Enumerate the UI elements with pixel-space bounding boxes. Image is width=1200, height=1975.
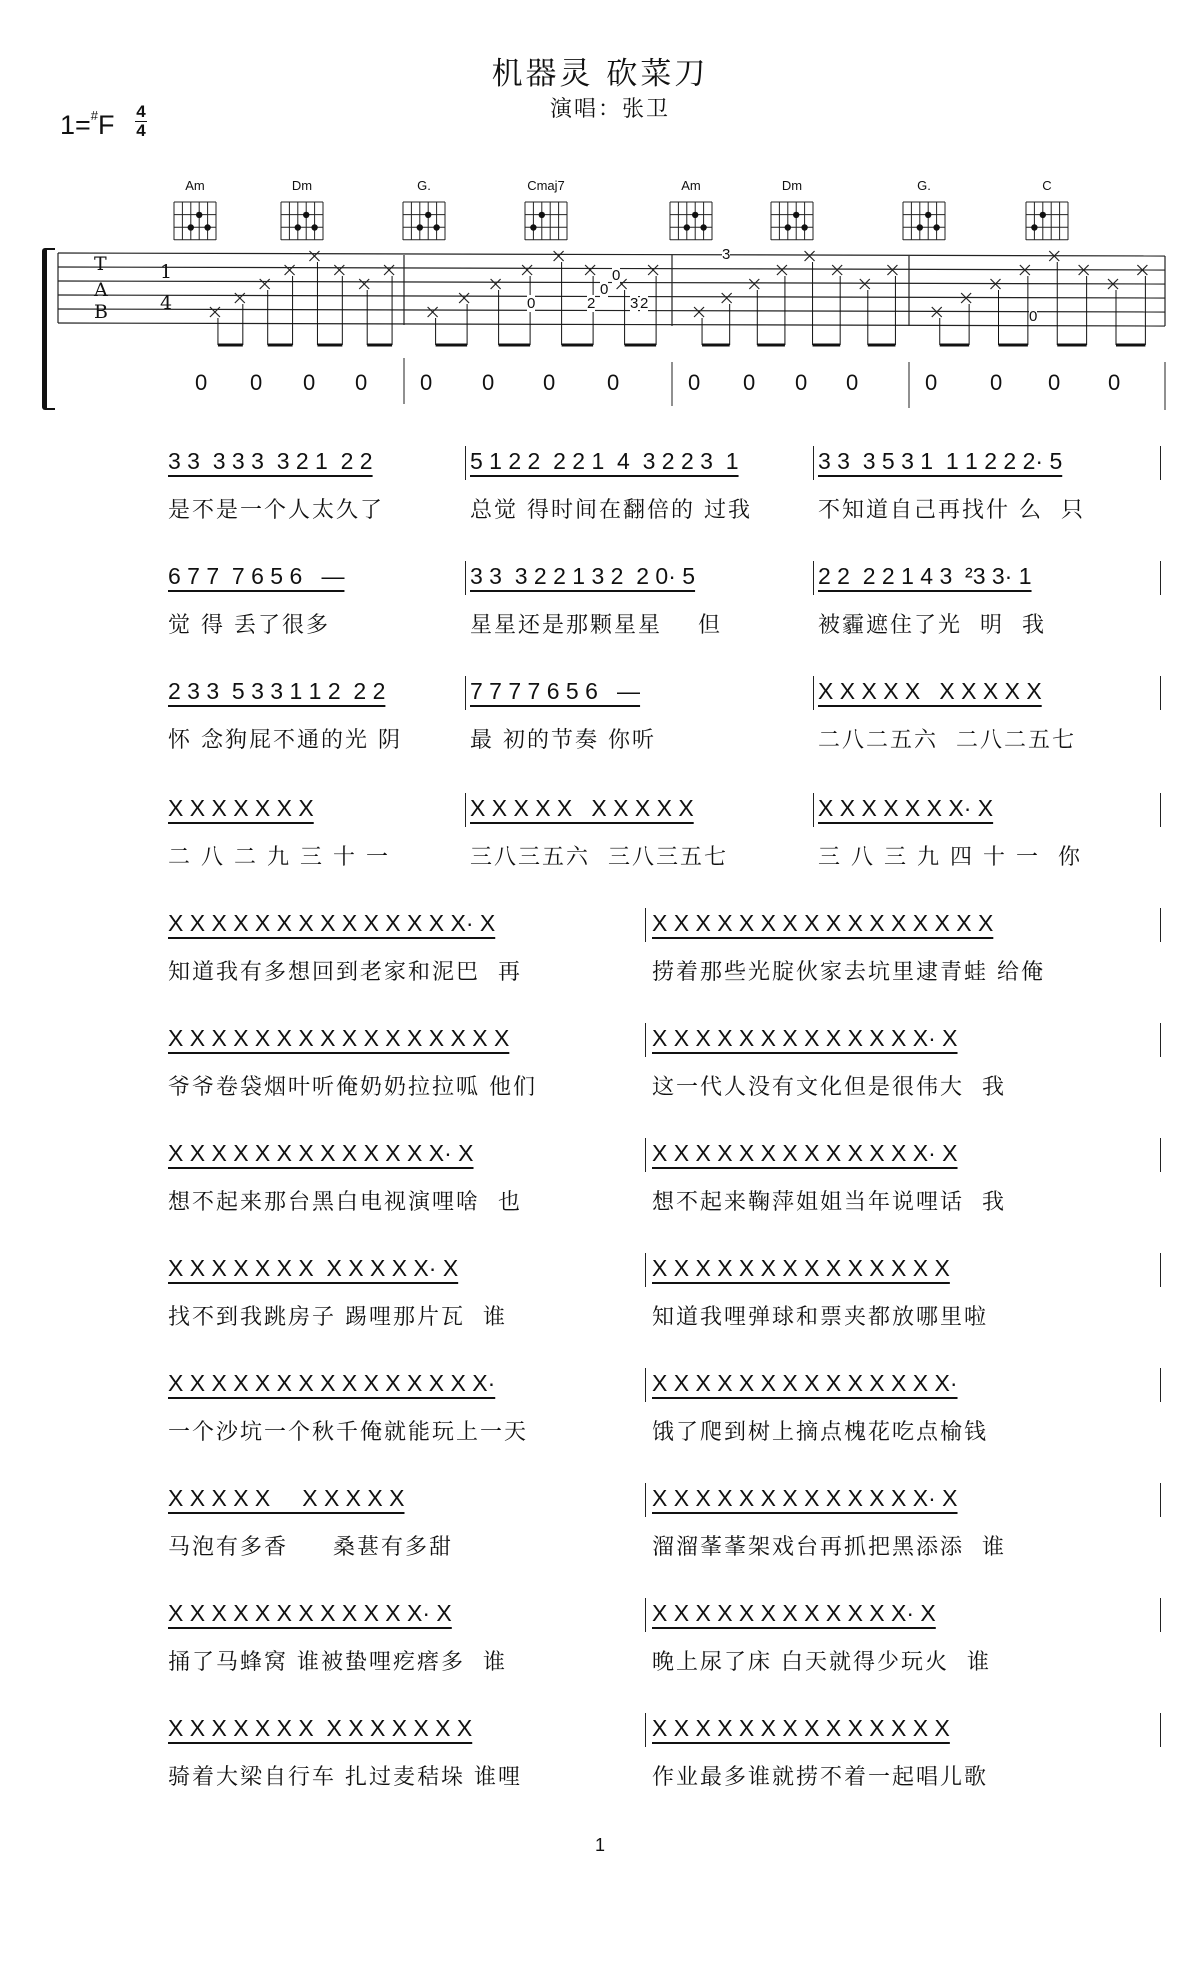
measure-notes: X X X X X X X X X X X X X X X X xyxy=(168,1025,510,1051)
barline xyxy=(645,1598,646,1632)
measure-notes: 3 3 3 5 3 1 1 1 2 2 2· 5 xyxy=(818,448,1063,474)
chord-name: G. xyxy=(917,178,931,193)
measure-notes: X X X X X X X X X X X X X X X X xyxy=(652,910,994,936)
measure-lyrics: 晚上尿了床 白天就得少玩火 谁 xyxy=(652,1650,991,1675)
barline xyxy=(645,1253,646,1287)
barline xyxy=(1160,1368,1161,1402)
tab-time-bottom: 4 xyxy=(160,292,173,314)
measure-notes: X X X X X X X X X X X X X X X· xyxy=(168,1370,496,1396)
measure-notes: 7 7 7 7 6 5 6 — xyxy=(470,678,641,704)
measure-notes: X X X X X X X X X X X X X X· X xyxy=(168,910,496,936)
chord-name: Dm xyxy=(291,178,313,193)
fret-number: 2 xyxy=(587,295,596,312)
chord-name: Cmaj7 xyxy=(527,178,565,193)
measure-notes: X X X X X X X X X X X X X· X xyxy=(652,1140,958,1166)
barline xyxy=(1160,908,1161,942)
measure-lyrics: 爷爷卷袋烟叶听俺奶奶拉拉呱 他们 xyxy=(168,1075,537,1100)
measure-notes: X X X X X X X X X X X X X· X xyxy=(652,1485,958,1511)
page-number: 1 xyxy=(594,1835,605,1855)
measure-notes: X X X X X X X X X X X X· X xyxy=(168,1600,452,1626)
chord-name: Dm xyxy=(781,178,803,193)
barline xyxy=(1160,793,1161,827)
time-signature-top: 4 xyxy=(136,102,146,121)
measure-lyrics: 饿了爬到树上摘点槐花吃点榆钱 xyxy=(652,1420,989,1445)
chord-name: Am xyxy=(681,178,701,193)
rhythm-zero: 0 xyxy=(607,370,620,395)
rhythm-zero: 0 xyxy=(1048,370,1061,395)
barline xyxy=(1160,1483,1161,1517)
barline xyxy=(645,1483,646,1517)
barline xyxy=(465,793,466,827)
time-signature-bottom: 4 xyxy=(136,121,146,140)
sharp-icon: # xyxy=(90,108,99,123)
measure-lyrics: 三八三五六 三八三五七 xyxy=(470,845,728,870)
measure-lyrics: 作业最多谁就捞不着一起唱儿歌 xyxy=(652,1765,989,1790)
measure-lyrics: 找不到我跳房子 踢哩那片瓦 谁 xyxy=(168,1305,507,1330)
rhythm-zero: 0 xyxy=(420,370,433,395)
barline xyxy=(465,446,466,480)
tab-label-a: A xyxy=(94,279,108,301)
measure-lyrics: 这一代人没有文化但是很伟大 我 xyxy=(652,1075,1006,1100)
rhythm-zero: 0 xyxy=(250,370,263,395)
measure-lyrics: 知道我有多想回到老家和泥巴 再 xyxy=(168,960,522,985)
measure-notes: X X X X X X X X X X X X· X xyxy=(652,1600,936,1626)
measure-notes: X X X X X X X X X X X X X X· xyxy=(652,1370,958,1396)
measure-lyrics: 怀 念狗屁不通的光 阴 xyxy=(168,728,402,753)
measure-notes: 5 1 2 2 2 2 1 4 3 2 2 3 1 xyxy=(470,448,739,474)
barline xyxy=(813,446,814,480)
barline xyxy=(1160,1253,1161,1287)
measure-lyrics: 最 初的节奏 你听 xyxy=(470,728,656,753)
barline xyxy=(813,561,814,595)
measure-lyrics: 捅了马蜂窝 谁被蛰哩疙瘩多 谁 xyxy=(168,1650,507,1675)
rhythm-zero: 0 xyxy=(1108,370,1121,395)
measure-lyrics: 不知道自己再找什 么 只 xyxy=(818,498,1085,523)
measure-lyrics: 溜溜莑莑架戏台再抓把黑添添 谁 xyxy=(652,1535,1006,1560)
rhythm-zero: 0 xyxy=(303,370,316,395)
rhythm-zero: 0 xyxy=(482,370,495,395)
fret-number: 0 xyxy=(1029,308,1038,325)
barline xyxy=(1160,561,1161,595)
rhythm-zero: 0 xyxy=(990,370,1003,395)
key-prefix: 1= xyxy=(60,110,91,140)
measure-notes: X X X X X X X X X X X X X X xyxy=(652,1715,950,1741)
fret-number: 2 xyxy=(640,295,649,312)
measure-lyrics: 想不起来鞠萍姐姐当年说哩话 我 xyxy=(652,1190,1006,1215)
measure-lyrics: 二 八 二 九 三 十 一 xyxy=(168,845,390,870)
barline xyxy=(645,1023,646,1057)
measure-lyrics: 星星还是那颗星星 但 xyxy=(470,613,722,638)
barline xyxy=(813,793,814,827)
measure-lyrics: 觉 得 丢了很多 xyxy=(168,613,330,638)
measure-notes: 6 7 7 7 6 5 6 — xyxy=(168,563,345,589)
tab-label-t: T xyxy=(94,253,107,275)
measure-notes: X X X X X X X· X xyxy=(818,795,994,821)
measure-notes: X X X X X X X X X X xyxy=(470,795,694,821)
measure-notes: 2 2 2 2 1 4 3 ²3 3· 1 xyxy=(818,563,1032,589)
measure-notes: X X X X X X X X X X xyxy=(168,1485,405,1511)
barline xyxy=(645,908,646,942)
barline xyxy=(1160,1713,1161,1747)
rhythm-zero: 0 xyxy=(688,370,701,395)
singer-credit: 演唱：张卫 xyxy=(549,97,670,122)
rhythm-zero: 0 xyxy=(195,370,208,395)
barline xyxy=(465,676,466,710)
rhythm-zero: 0 xyxy=(743,370,756,395)
barline xyxy=(1160,676,1161,710)
measure-notes: X X X X X X X X X X X X X· X xyxy=(168,1140,474,1166)
rhythm-zero: 0 xyxy=(355,370,368,395)
measure-notes: X X X X X X X xyxy=(168,795,314,821)
measure-notes: X X X X X X X X X X X X X· X xyxy=(652,1025,958,1051)
song-title: 机器灵 砍菜刀 xyxy=(491,56,709,92)
fret-number: 3 xyxy=(630,295,639,312)
measure-lyrics: 马泡有多香 桑葚有多甜 xyxy=(168,1535,453,1560)
barline xyxy=(465,561,466,595)
barline xyxy=(645,1368,646,1402)
measure-notes: 3 3 3 2 2 1 3 2 2 0· 5 xyxy=(470,563,696,589)
fret-number: 3 xyxy=(722,246,731,263)
fret-number: 0 xyxy=(527,295,536,312)
measure-lyrics: 二八二五六 二八二五七 xyxy=(818,728,1076,753)
tab-time-top: 1 xyxy=(160,261,173,283)
barline xyxy=(1160,446,1161,480)
fret-number: 0 xyxy=(612,267,621,284)
barline xyxy=(1160,1598,1161,1632)
measure-notes: 2 3 3 5 3 3 1 1 2 2 2 xyxy=(168,678,386,704)
measure-notes: 3 3 3 3 3 3 2 1 2 2 xyxy=(168,448,373,474)
rhythm-zero: 0 xyxy=(795,370,808,395)
rhythm-zero: 0 xyxy=(846,370,859,395)
barline xyxy=(645,1138,646,1172)
chord-name: Am xyxy=(185,178,205,193)
measure-lyrics: 是不是一个人太久了 xyxy=(168,498,385,523)
fret-number: 0 xyxy=(600,281,609,298)
measure-lyrics: 总觉 得时间在翻倍的 过我 xyxy=(470,498,752,523)
chord-name: C xyxy=(1042,178,1052,193)
measure-lyrics: 一个沙坑一个秋千俺就能玩上一天 xyxy=(168,1420,529,1445)
barline xyxy=(1160,1023,1161,1057)
key-note: F xyxy=(98,110,115,140)
measure-lyrics: 捞着那些光腚伙家去坑里逮青蛙 给俺 xyxy=(652,960,1045,985)
tab-label-b: B xyxy=(94,301,108,323)
measure-notes: X X X X X X X X X X xyxy=(818,678,1042,704)
measure-lyrics: 知道我哩弹球和票夹都放哪里啦 xyxy=(652,1305,989,1330)
measure-notes: X X X X X X X X X X X X X X xyxy=(652,1255,950,1281)
rhythm-zero: 0 xyxy=(543,370,556,395)
measure-lyrics: 骑着大梁自行车 扎过麦秸垛 谁哩 xyxy=(168,1765,522,1790)
barline xyxy=(813,676,814,710)
measure-notes: X X X X X X X X X X X X· X xyxy=(168,1255,459,1281)
measure-notes: X X X X X X X X X X X X X X xyxy=(168,1715,473,1741)
barline xyxy=(645,1713,646,1747)
chord-name: G. xyxy=(417,178,431,193)
measure-lyrics: 想不起来那台黑白电视演哩啥 也 xyxy=(168,1190,522,1215)
rhythm-zero: 0 xyxy=(925,370,938,395)
guitar-tab-staff xyxy=(0,0,1200,420)
measure-lyrics: 被霾遮住了光 明 我 xyxy=(818,613,1046,638)
barline xyxy=(1160,1138,1161,1172)
measure-lyrics: 三 八 三 九 四 十 一 你 xyxy=(818,845,1082,870)
